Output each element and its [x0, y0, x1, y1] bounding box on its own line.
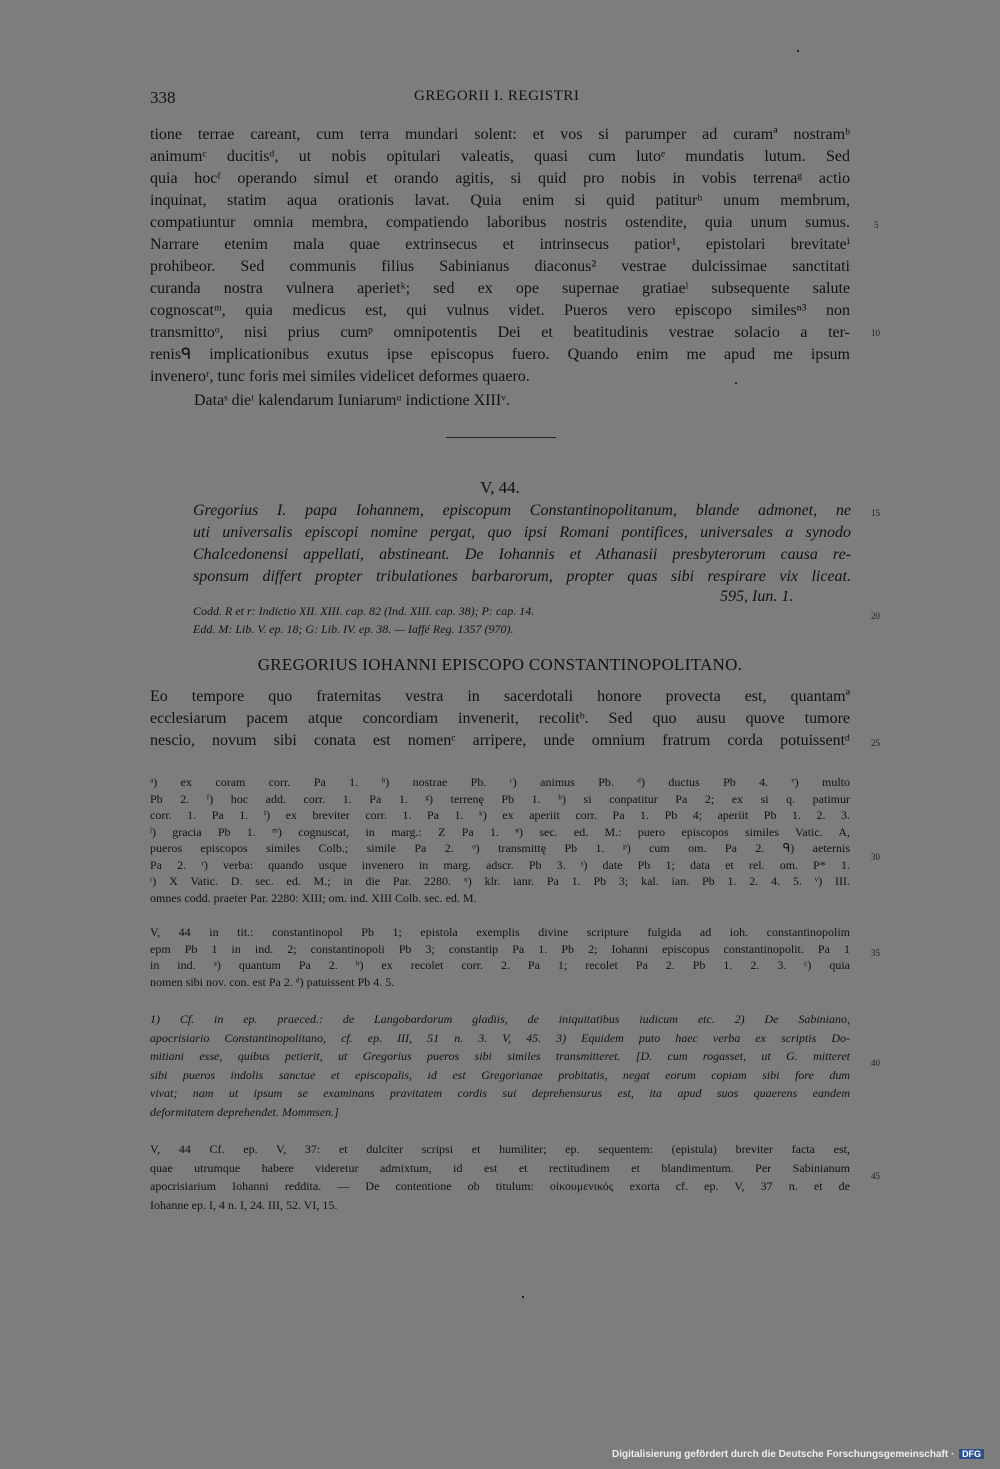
- text-line: prohibeor. Sed communis filius Sabinianus diaconus² vestrae dulcissimae sanctitati: [150, 258, 850, 275]
- note-line: sibi pueros indolis sanctae et episcopalis, id est Gregorianae probitatis, negat eorum copiam sibi fore dum: [150, 1067, 850, 1082]
- note-line: V, 44 Cf. ep. V, 37: et dulciter scripsi et humiliter; ep. sequentem: (epistula) breviter facta est,: [150, 1142, 850, 1156]
- text-line: animumᶜ ducitisᵈ, ut nobis opitulari valeatis, quasi cum lutoᵉ mundatis lutum. Sed: [150, 148, 850, 165]
- line-number: 45: [871, 1171, 880, 1181]
- section-number: V, 44.: [480, 478, 520, 497]
- note-line: vivat; nam ut ipsum se examinans pravitatem cordis sui deprehensurus est, ita apud suos quaerens eandem: [150, 1086, 850, 1100]
- text-line: tione terrae careant, cum terra mundari solent: et vos si parumper ad curamª nostramᵇ: [150, 126, 850, 143]
- critical-apparatus-letter: [150, 924, 850, 990]
- note-line: apocrisiario Constantinopolitano, cf. ep. III, 51 n. 3. V, 45. 3) Equidem puto haec verba ex scriptis Do-: [150, 1030, 850, 1045]
- apparatus-line: epm Pb 1 in ind. 2; constantinopoli Pb 3; constantip Pa 1. Pb 2; Iohanni episcopus constantinopolit. Pa 1: [150, 941, 850, 956]
- historical-notes: [150, 1010, 850, 1121]
- codices-line: Codd. R et r: Indictio XII. XIII. cap. 82 (Ind. XIII. cap. 38); P: cap. 14.: [193, 604, 535, 618]
- summary-line: Gregorius I. papa Iohannem, episcopum Constantinopolitanum, blande admonet, ne: [193, 502, 851, 519]
- text-line: compatiuntur omnia membra, compatiendo laboribus nostris ostendite, quia unum sumus.: [150, 214, 850, 231]
- line-number: 35: [871, 948, 880, 958]
- letter-summary: [193, 500, 851, 588]
- note-line: 1) Cf. in ep. praeced.: de Langobardorum gladiis, de iniquitatibus iudicum etc. 2) De Sabiniano,: [150, 1012, 850, 1026]
- apparatus-line: V, 44 in tit.: constantinopol Pb 1; epistola exemplis divine scripture fulgida ad ioh. constantinopolim: [150, 925, 850, 939]
- running-title: GREGORII I. REGISTRI: [414, 88, 580, 104]
- text-line: Narrare etenim mala quae extrinsecus et intrinsecus patior¹, epistolari brevitateⁱ: [150, 236, 850, 253]
- apparatus-line: corr. 1. Pa 1. ⁱ) ex breviter corr. 1. Pa 1. ᵏ) ex aperiit corr. Pa 1. Pb 4; aperiit Pb 1. 2. 3.: [150, 808, 850, 822]
- text-line: nescio, novum sibi conata est nomenᶜ arripere, unde omnium fratrum corda potuissentᵈ: [150, 732, 850, 749]
- apparatus-line: omnes codd. praeter Par. 2280: XIII; om. ind. XIII Colb. sec. ed. M.: [150, 890, 477, 905]
- apparatus-line: Pb 2. ᶠ) hoc add. corr. 1. Pa 1. ᵍ) terrenę Pb 1. ʰ) si conpatitur Pa 2; ex si q. patimur: [150, 791, 850, 806]
- dfg-logo: DFG: [959, 1449, 984, 1459]
- text-line: quia hocᶠ operando simul et orando agitis, si quid pro nobis in vobis terrenaᵍ actio: [150, 170, 850, 187]
- note-line: Iohanne ep. I, 4 n. I, 24. III, 52. VI, 15.: [150, 1197, 338, 1212]
- line-number: 40: [871, 1058, 880, 1068]
- footer-credit: [612, 1449, 984, 1460]
- apparatus-line: Pa 2. ʳ) verba: quando usque invenero in marg. adscr. Pb 3. ˢ) date Pb 1; data et rel. om. P* 1.: [150, 857, 850, 872]
- date-line: Dataˢ dieᵗ kalendarum Iuniarumᵘ indictione XIIIᵛ.: [194, 392, 510, 409]
- note-line: apocrisiarium Iohanni reddita. — De contentione ob titulum: οἰκουμενικός exorta cf. ep. V, 37 n. et de: [150, 1179, 850, 1193]
- apparatus-line: in ind. ᵃ) quantum Pa 2. ᵇ) ex recolet corr. 2. Pa 1; recolet Pa 2. Pb 1. 2. 3. ᶜ) quia: [150, 958, 850, 972]
- text-line: inveneroʳ, tunc foris mei similes videlicet deformes quaero.: [150, 368, 530, 385]
- apparatus-line: ˡ) gracia Pb 1. ᵐ) cognuscat, in marg.: Z Pa 1. ⁿ) sec. ed. M.: puero episcopos similes Vatic. A,: [150, 824, 850, 839]
- line-number: 5: [874, 220, 879, 230]
- summary-line: sponsum differt propter tribulationes barbarorum, propter quas sibi respirare vix liceat.: [193, 568, 851, 585]
- text-line: cognoscatᵐ, quia medicus est, qui vulnus videt. Pueros vero episcopo similesⁿ³ non: [150, 302, 850, 319]
- line-number: 20: [871, 611, 880, 621]
- letter-title: GREGORIUS IOHANNI EPISCOPO CONSTANTINOPOLITANO.: [257, 655, 743, 674]
- page-number: 338: [150, 88, 176, 107]
- main-text: [150, 124, 850, 388]
- line-number: 15: [871, 508, 880, 518]
- text-line: transmittoᵒ, nisi prius cumᵖ omnipotentis Dei et beatitudinis vestrae solacio a ter-: [150, 324, 850, 341]
- note-line: deformitatem deprehendet. Mommsen.]: [150, 1104, 339, 1119]
- letter-text: [150, 686, 850, 752]
- text-line: Eo tempore quo fraternitas vestra in sacerdotali honore provecta est, quantamª: [150, 688, 850, 705]
- scan-speck: [522, 1296, 524, 1298]
- note-line: quae utrumque habere videretur admixtum, id est et rectitudinem et blandimentum. Per Sabinianum: [150, 1160, 850, 1175]
- apparatus-line: pueros episcopos similes Colb.; simile Pa 2. ᵒ) transmittę Pb 1. ᵖ) cum om. Pa 2. ᑫ) aeternis: [150, 841, 850, 855]
- apparatus-line: ᵗ) X Vatic. D. sec. ed. M.; in die Par. 2280. ᵘ) klr. ianr. Pa 1. Pb 3; kal. ian. Pb 1. 2. 4. 5. ᵛ) III.: [150, 874, 850, 888]
- text-line: inquinat, statim aqua orationis lavat. Quia enim si quid patiturʰ unum membrum,: [150, 192, 850, 209]
- apparatus-line: nomen sibi nov. con. est Pa 2. ᵈ) patuissent Pb 4. 5.: [150, 974, 395, 989]
- critical-apparatus: [150, 774, 850, 906]
- editions-line: Edd. M: Lib. V. ep. 18; G: Lib. IV. ep. 38. — Iaffé Reg. 1357 (970).: [193, 622, 514, 636]
- text-line: curanda nostra vulnera aperietᵏ; sed ex ope supernae gratiaeˡ subsequente salute: [150, 280, 850, 297]
- text-line: renisᑫ implicationibus exutus ipse episcopus fuero. Quando enim me apud me ipsum: [150, 346, 850, 363]
- note-line: mitiani esse, quibus petierit, ut Gregorius pueros sibi similes transmitteret. [D. cum rogasset, ut G. mitteret: [150, 1049, 850, 1063]
- scan-speck: [797, 50, 799, 52]
- summary-line: uti universalis episcopi nomine pergat, quo ipsi Romani pontifices, universales a synodo: [193, 524, 851, 541]
- line-number: 10: [871, 328, 880, 338]
- text-line: ecclesiarum pacem atque concordiam invenerit, recolitᵇ. Sed quo ausu quove tumore: [150, 710, 850, 727]
- apparatus-line: ᵃ) ex coram corr. Pa 1. ᵇ) nostrae Pb. ᶜ) animus Pb. ᵈ) ductus Pb 4. ᵉ) multo: [150, 775, 850, 789]
- footer-text: Digitalisierung gefördert durch die Deutsche Forschungsgemeinschaft ·: [612, 1449, 955, 1460]
- line-number: 30: [871, 852, 880, 862]
- section-divider: [446, 437, 556, 438]
- line-number: 25: [871, 738, 880, 748]
- letter-date: 595, Iun. 1.: [720, 588, 794, 605]
- scan-speck: [735, 382, 737, 384]
- letter-notes: [150, 1140, 850, 1214]
- summary-line: Chalcedonensi appellati, abstineant. De Iohannis et Athanasii presbyterorum causa re-: [193, 546, 851, 563]
